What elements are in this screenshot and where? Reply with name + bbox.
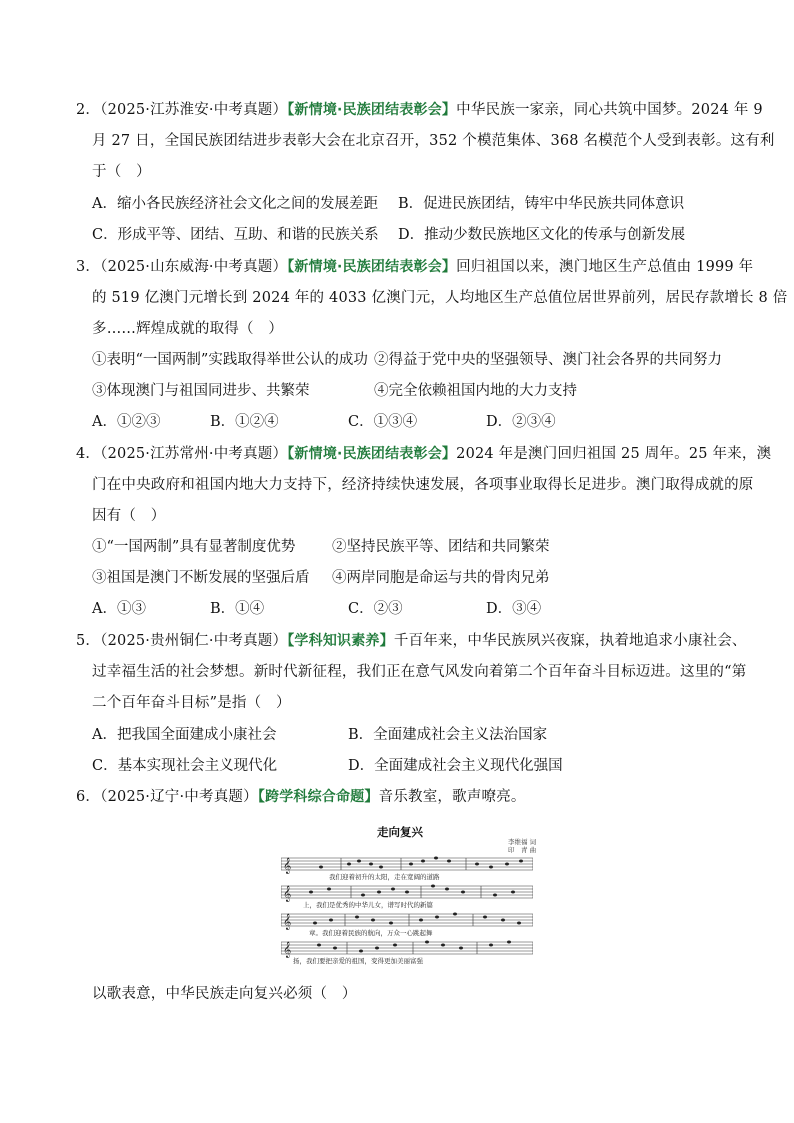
q4-stem-1: 2024 年是澳门回归祖国 25 周年。25 年来，澳 (456, 446, 772, 462)
q3-option-b[interactable]: B．①②④ (210, 414, 279, 430)
score-lyric-2: 上，我们是优秀的中华儿女，谱写时代的新篇 (303, 901, 433, 909)
q3-source: （2025·山东威海·中考真题） (100, 259, 288, 275)
score-lyric-1: 我们迎着初升的太阳，走在宽阔的道路 (329, 873, 440, 881)
q2-stem-3: 于（ ） (92, 164, 151, 180)
q4-option-a[interactable]: A．①③ (92, 601, 146, 617)
q3-line-1 (76, 257, 753, 277)
q3-stem-1: 回归祖国以来，澳门地区生产总值由 1999 年 (456, 259, 754, 275)
q4-statement-2: ②坚持民族平等、团结和共同繁荣 (332, 539, 550, 555)
q5-source: （2025·贵州铜仁·中考真题） (100, 633, 288, 649)
q2-stem-1: 中华民族一家亲，同心共筑中国梦。2024 年 9 (456, 102, 763, 118)
q3-stem-2: 的 519 亿澳门元增长到 2024 年的 4033 亿澳门元，人均地区生产总值位居世界前列，居民存款增长 8 倍 (92, 290, 788, 306)
q2-option-b[interactable]: B．促进民族团结，铸牢中华民族共同体意识 (398, 196, 685, 212)
q5-stem-1: 千百年来，中华民族夙兴夜寐，执着地追求小康社会、 (393, 633, 747, 649)
q6-stem-1: 音乐教室，歌声嘹亮。 (378, 789, 526, 805)
q2-tag: 【新情境·民族团结表彰会】 (287, 102, 457, 118)
q4-option-b[interactable]: B．①④ (210, 601, 265, 617)
score-lyric-4: 扬，我们要把亲爱的祖国，变得更加美丽富强 (293, 957, 423, 965)
q4-statement-3: ③祖国是澳门不断发展的坚强后盾 (92, 570, 310, 586)
score-lyricist: 李维福 词 (508, 838, 537, 846)
q2-option-c[interactable]: C．形成平等、团结、互助、和谐的民族关系 (92, 227, 379, 243)
q5-option-a[interactable]: A．把我国全面建成小康社会 (92, 727, 277, 743)
q5-line-1 (76, 631, 747, 651)
q6-after-text: 以歌表意，中华民族走向复兴必须（ ） (92, 986, 357, 1002)
score-title: 走向复兴 (377, 825, 423, 839)
q4-stem-2: 门在中央政府和祖国内地大力支持下，经济持续快速发展，各项事业取得长足进步。澳门取得成就的原 (92, 477, 754, 493)
q3-tag: 【新情境·民族团结表彰会】 (287, 259, 457, 275)
q4-source: （2025·江苏常州·中考真题） (100, 446, 288, 462)
score-system-2 (281, 885, 533, 910)
q5-option-c[interactable]: C．基本实现社会主义现代化 (92, 758, 278, 774)
treble-clef-icon: 𝄞 (283, 858, 292, 874)
score-lyric-3: 章。我们迎着民族的航向，万众一心跳起舞 (309, 929, 433, 937)
treble-clef-icon: 𝄞 (283, 886, 292, 902)
q3-statement-1: ①表明“一国两制”实践取得举世公认的成功 (92, 352, 368, 368)
q3-statement-3: ③体现澳门与祖国同进步、共繁荣 (92, 383, 310, 399)
q5-option-b[interactable]: B．全面建成社会主义法治国家 (348, 727, 548, 743)
q4-option-d[interactable]: D．③④ (486, 601, 542, 617)
q5-number: 5． (76, 633, 101, 649)
treble-clef-icon: 𝄞 (283, 914, 292, 930)
q4-number: 4． (76, 446, 101, 462)
q5-stem-3: 二个百年奋斗目标”是指（ ） (92, 695, 291, 711)
treble-clef-icon: 𝄞 (283, 942, 292, 958)
q5-tag: 【学科知识素养】 (287, 633, 394, 649)
q2-stem-2: 月 27 日，全国民族团结进步表彰大会在北京召开，352 个模范集体、368 名模范个人受到表彰。这有利 (92, 133, 775, 149)
q2-option-d[interactable]: D．推动少数民族地区文化的传承与创新发展 (398, 227, 686, 243)
q6-number: 6． (76, 789, 101, 805)
q6-source: （2025·辽宁·中考真题） (100, 789, 258, 805)
score-system-4 (281, 941, 533, 966)
score-system-3 (281, 913, 533, 938)
q6-line-1 (76, 787, 526, 807)
q4-tag: 【新情境·民族团结表彰会】 (287, 446, 457, 462)
q5-stem-2: 过幸福生活的社会梦想。新时代新征程，我们正在意气风发向着第二个百年奋斗目标迈进。这里的“第 (92, 664, 747, 680)
q6-tag: 【跨学科综合命题】 (257, 789, 379, 805)
score-system-1 (281, 857, 533, 882)
q2-source: （2025·江苏淮安·中考真题） (100, 102, 288, 118)
q3-statement-4: ④完全依赖祖国内地的大力支持 (374, 383, 577, 399)
q5-option-d[interactable]: D．全面建成社会主义现代化强国 (348, 758, 563, 774)
score-composer: 印 青 曲 (508, 846, 537, 854)
q4-line-1 (76, 444, 771, 464)
q4-option-c[interactable]: C．②③ (348, 601, 403, 617)
q2-number: 2． (76, 102, 101, 118)
q4-stem-3: 因有（ ） (92, 508, 166, 524)
q3-option-a[interactable]: A．①②③ (92, 414, 161, 430)
q3-number: 3． (76, 259, 101, 275)
q3-option-c[interactable]: C．①③④ (348, 414, 418, 430)
q2-option-a[interactable]: A．缩小各民族经济社会文化之间的发展差距 (92, 196, 378, 212)
score-credit (508, 838, 536, 854)
q2-line-1 (76, 100, 763, 120)
q3-statement-2: ②得益于党中央的坚强领导、澳门社会各界的共同努力 (374, 352, 722, 368)
q4-statement-1: ①“一国两制”具有显著制度优势 (92, 539, 296, 555)
music-score (281, 856, 533, 968)
q3-stem-3: 多……辉煌成就的取得（ ） (92, 321, 284, 337)
q4-statement-4: ④两岸同胞是命运与共的骨肉兄弟 (332, 570, 550, 586)
q3-option-d[interactable]: D．②③④ (486, 414, 556, 430)
